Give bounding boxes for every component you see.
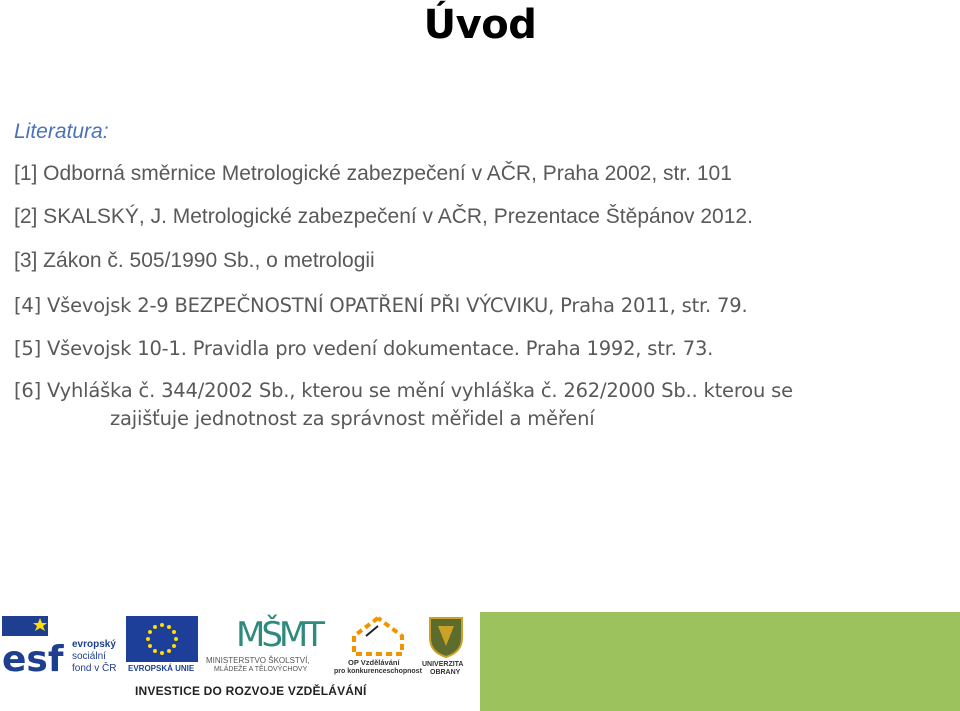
reference-item: [1] Odborná směrnice Metrologické zabezpečení v AČR, Praha 2002, str. 101 <box>14 162 732 185</box>
esf-text-line3: fond v ČR <box>72 663 117 674</box>
university-text-line1: UNIVERZITA <box>422 661 464 668</box>
reference-item-text: [6] Vyhláška č. 344/2002 Sb., kterou se mění vyhláška č. 262/2000 Sb.. kterou se <box>14 379 793 402</box>
msmt-text-line2: MLÁDEŽE A TĚLOVÝCHOVY <box>214 666 308 673</box>
footer-green-panel <box>480 612 960 711</box>
msmt-logo-graphic <box>206 612 334 654</box>
reference-item: [3] Zákon č. 505/1990 Sb., o metrologii <box>14 249 375 272</box>
svg-text:MŠMT: MŠMT <box>236 615 322 654</box>
eu-flag-logo <box>126 616 202 674</box>
msmt-logo <box>206 612 334 674</box>
literature-heading: Literatura: <box>14 120 109 143</box>
footer-tagline: INVESTICE DO ROZVOJE VZDĚLÁVÁNÍ <box>135 684 367 698</box>
university-defence-logo <box>420 616 472 676</box>
page-title: Úvod <box>423 2 537 48</box>
msmt-text-line1: MINISTERSTVO ŠKOLSTVÍ, <box>206 656 310 665</box>
op-vk-icon <box>348 614 408 656</box>
esf-text-line1: evropský <box>72 639 116 650</box>
reference-item <box>14 377 793 433</box>
op-vk-logo <box>334 614 422 678</box>
university-text-line2: OBRANY <box>430 669 461 676</box>
esf-logo <box>2 616 120 678</box>
shield-icon <box>426 616 466 658</box>
op-vk-text-line1: OP Vzdělávání <box>348 658 400 667</box>
reference-item-continuation: zajišťuje jednotnost za správnost měřidel a měření <box>110 407 595 430</box>
eu-label: EVROPSKÁ UNIE <box>128 664 195 673</box>
svg-text:esf: esf <box>2 639 64 678</box>
eu-flag-icon <box>126 616 198 662</box>
op-vk-text-line2: pro konkurenceschopnost <box>334 668 422 675</box>
esf-text-line2: sociální <box>72 651 106 662</box>
reference-item: [2] SKALSKÝ, J. Metrologické zabezpečení v AČR, Prezentace Štěpánov 2012. <box>14 205 753 228</box>
reference-item: [5] Vševojsk 10-1. Pravidla pro vedení dokumentace. Praha 1992, str. 73. <box>14 337 714 360</box>
reference-item: [4] Vševojsk 2-9 BEZPEČNOSTNÍ OPATŘENÍ PŘI VÝCVIKU, Praha 2011, str. 79. <box>14 294 748 317</box>
